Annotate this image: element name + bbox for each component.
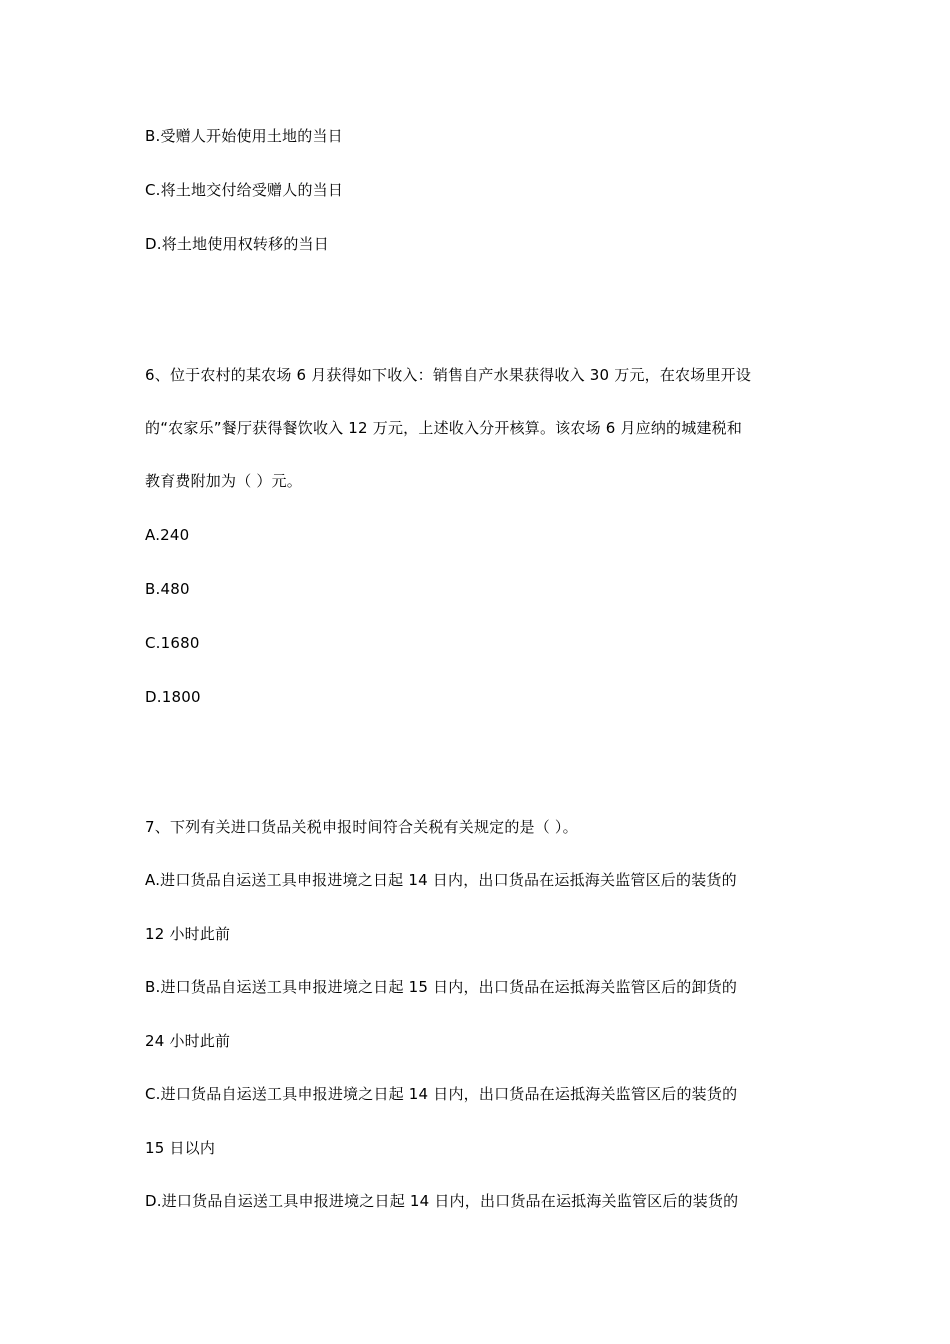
q7-option-b-line-1: B.进口货品自运送工具申报进境之日起 15 日内，出口货品在运抵海关监管区后的卸货的 <box>145 978 738 996</box>
q7-option-a-line-1: A.进口货品自运送工具申报进境之日起 14 日内，出口货品在运抵海关监管区后的装货的 <box>145 871 737 889</box>
q6-stem-line-3: 教育费附加为（ ）元。 <box>145 472 302 490</box>
q7-option-d-line-1: D.进口货品自运送工具申报进境之日起 14 日内，出口货品在运抵海关监管区后的装货的 <box>145 1192 739 1210</box>
q5-option-b: B.受赠人开始使用土地的当日 <box>145 127 343 145</box>
q6-option-d: D.1800 <box>145 688 201 706</box>
q7-option-c-line-2: 15 日以内 <box>145 1139 216 1157</box>
q6-stem-line-1: 6、位于农村的某农场 6 月获得如下收入：销售自产水果获得收入 30 万元，在农场里开设 <box>145 366 752 384</box>
q7-option-a-line-2: 12 小时此前 <box>145 925 231 943</box>
q7-stem: 7、下列有关进口货品关税申报时间符合关税有关规定的是（ ）。 <box>145 818 578 836</box>
q5-option-d: D.将土地使用权转移的当日 <box>145 235 329 253</box>
q7-option-b-line-2: 24 小时此前 <box>145 1032 231 1050</box>
q7-option-c-line-1: C.进口货品自运送工具申报进境之日起 14 日内，出口货品在运抵海关监管区后的装货的 <box>145 1085 738 1103</box>
q6-stem-line-2: 的“农家乐”餐厅获得餐饮收入 12 万元，上述收入分开核算。该农场 6 月应纳的城建税和 <box>145 419 743 437</box>
q6-option-b: B.480 <box>145 580 190 598</box>
q6-option-c: C.1680 <box>145 634 200 652</box>
q6-option-a: A.240 <box>145 526 190 544</box>
q5-option-c: C.将土地交付给受赠人的当日 <box>145 181 344 199</box>
